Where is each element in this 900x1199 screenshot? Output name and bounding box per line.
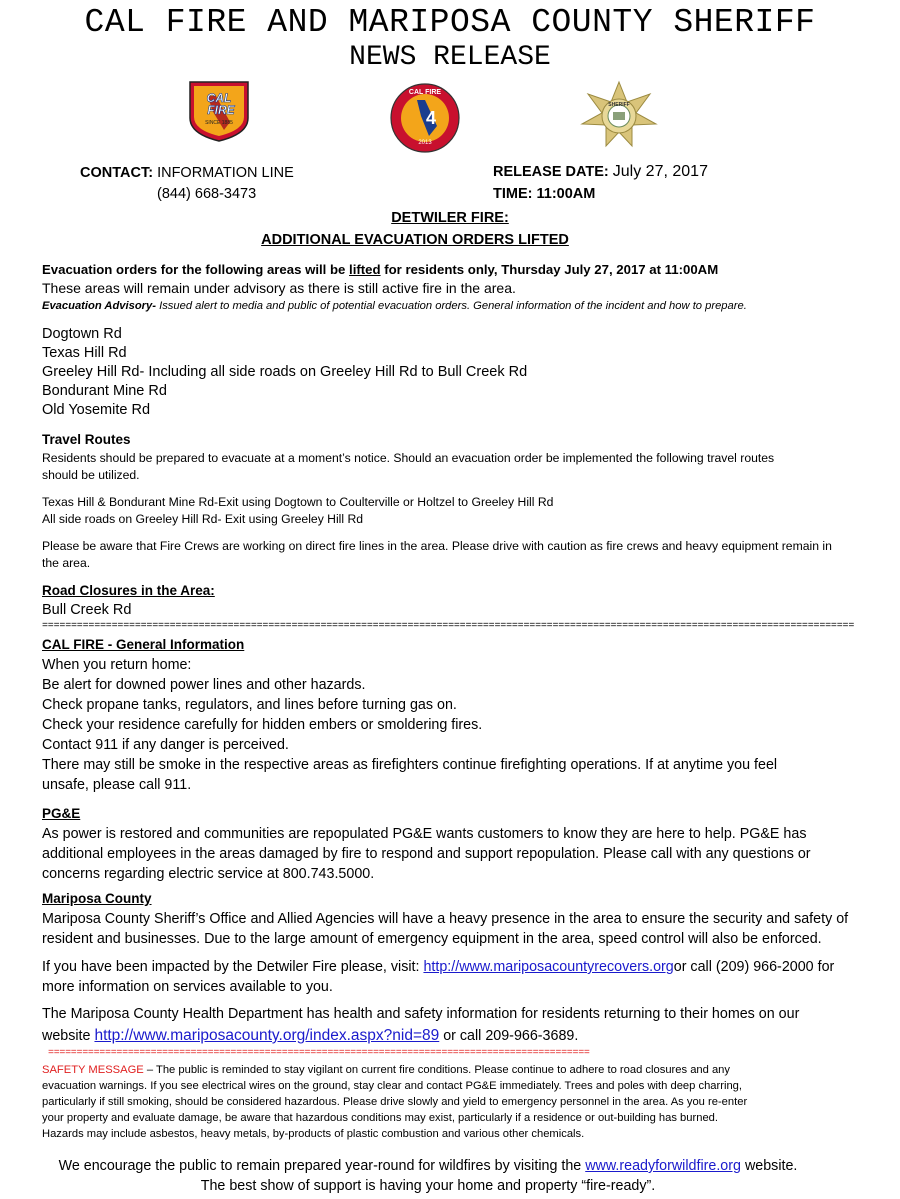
mariposa-text xyxy=(42,909,848,949)
closures-item: Bull Creek Rd xyxy=(42,602,132,618)
sheriff-badge-text: SHERIFF xyxy=(608,102,630,108)
contact-value: INFORMATION LINE xyxy=(157,165,294,181)
page-subtitle: NEWS RELEASE xyxy=(349,42,551,73)
safety-label: SAFETY MESSAGE xyxy=(42,1064,144,1076)
travel-line2: should be utilized. xyxy=(42,468,140,482)
safety-line: your property and evaluate damage, be aware that hazardous conditions may exist, particularly if a residence or out-building has burned. xyxy=(42,1112,718,1124)
unit-logo-top: CAL FIRE xyxy=(408,89,442,96)
general-line: When you return home: xyxy=(42,657,192,673)
safety-line: particularly if still smoking, should be considered hazardous. Please drive slowly and yield to emergency personnel in the area. As you re-enter xyxy=(42,1096,748,1108)
general-heading: CAL FIRE - General Information xyxy=(42,637,245,652)
safety-line: evacuation warnings. If you see electrical wires on the ground, stay clear and contact PG&E immediately. Trees and poles with deep charring, xyxy=(42,1080,742,1092)
caution-line1: Please be aware that Fire Crews are working on direct fire lines in the area. Please drive with caution as fire crews and heavy equipment remain in xyxy=(42,539,832,553)
list-item: Dogtown Rd xyxy=(42,326,122,342)
areas-list xyxy=(42,325,527,420)
contact-phone: (844) 668-3473 xyxy=(157,186,257,202)
general-info xyxy=(42,655,777,795)
unit-logo-year: 2013 xyxy=(418,140,432,146)
page-title: CAL FIRE AND MARIPOSA COUNTY SHERIFF xyxy=(84,4,816,41)
release-time: TIME: 11:00AM xyxy=(493,186,596,202)
general-line: unsafe, please call 911. xyxy=(42,777,192,793)
safety-line1: SAFETY MESSAGE – The public is reminded to stay vigilant on current fire conditions. Please continue to adhere to road closures and any xyxy=(42,1064,731,1076)
health-link[interactable]: http://www.mariposacounty.org/index.aspx?nid=89 xyxy=(94,1027,440,1044)
intro-line2: These areas will remain under advisory as there is still active fire in the area. xyxy=(42,280,516,296)
calfire-logo-text2: FIRE xyxy=(207,103,235,117)
route-1: Texas Hill & Bondurant Mine Rd-Exit using Dogtown to Coulterville or Holtzel to Greeley Hill Rd xyxy=(42,495,554,509)
general-line: Contact 911 if any danger is perceived. xyxy=(42,737,289,753)
impact-text: If you have been impacted by the Detwiler Fire please, visit: http://www.mariposacountyrecovers.orgor call (209) 966-2000 for more information on services available to you. xyxy=(42,959,835,995)
recovers-link[interactable]: http://www.mariposacountyrecovers.org xyxy=(423,959,674,975)
closures-heading: Road Closures in the Area: xyxy=(42,583,215,598)
pge-text xyxy=(42,824,811,884)
calfire-logo xyxy=(186,80,252,142)
mariposa-line: resident and businesses. Due to the large amount of emergency equipment in the area, speed control will also be enforced. xyxy=(42,931,822,947)
headline-line2: ADDITIONAL EVACUATION ORDERS LIFTED xyxy=(261,232,569,248)
route-2: All side roads on Greeley Hill Rd- Exit using Greeley Hill Rd xyxy=(42,512,364,526)
general-line: There may still be smoke in the respective areas as firefighters continue firefighting operations. If at anytime you feel xyxy=(42,757,778,773)
separator-red: =============================================================================================== xyxy=(48,1049,590,1059)
health-text: The Mariposa County Health Department has health and safety information for residents returning to their homes on our website http://www.mariposacounty.org/index.aspx?nid=89 or call 209-966-3689. xyxy=(42,1006,800,1044)
unit-logo-num: 4 xyxy=(425,108,437,128)
list-item: Bondurant Mine Rd xyxy=(42,383,167,399)
footer-line1: We encourage the public to remain prepared year-round for wildfires by visiting the www.readyforwildfire.org website. xyxy=(58,1158,798,1174)
safety-body xyxy=(42,1078,747,1142)
travel-heading: Travel Routes xyxy=(42,432,131,447)
release-date: RELEASE DATE: July 27, 2017 xyxy=(493,163,708,180)
caution-line2: the area. xyxy=(42,556,91,570)
mariposa-heading: Mariposa County xyxy=(42,891,152,906)
pge-line: additional employees in the areas damaged by fire to respond and support repopulation. Please call with any questions or xyxy=(42,846,811,862)
general-line: Be alert for downed power lines and other hazards. xyxy=(42,677,366,693)
unit-logo xyxy=(387,82,463,154)
list-item: Greeley Hill Rd- Including all side roads on Greeley Hill Rd to Bull Creek Rd xyxy=(42,364,528,380)
list-item: Texas Hill Rd xyxy=(42,345,127,361)
headline-line1: DETWILER FIRE: xyxy=(391,210,509,226)
calfire-logo-text1: CAL xyxy=(206,91,232,105)
intro-bold: Evacuation orders for the following areas will be lifted for residents only, Thursday July 27, 2017 at 11:00AM xyxy=(42,262,719,277)
mariposa-line: Mariposa County Sheriff’s Office and Allied Agencies will have a heavy presence in the area to ensure the security and safety of xyxy=(42,911,849,927)
pge-line: concerns regarding electric service at 800.743.5000. xyxy=(42,866,375,882)
advisory-line: Evacuation Advisory- Issued alert to media and public of potential evacuation orders. General information of the incident and how to prepare. xyxy=(42,300,747,312)
separator-line: ============================================================================================================================================ xyxy=(42,622,854,632)
general-line: Check propane tanks, regulators, and lines before turning gas on. xyxy=(42,697,457,713)
pge-heading: PG&E xyxy=(42,806,81,821)
travel-line1: Residents should be prepared to evacuate at a moment’s notice. Should an evacuation order be implemented the following travel routes xyxy=(42,451,775,465)
readyforwildfire-link[interactable]: www.readyforwildfire.org xyxy=(585,1158,741,1174)
sheriff-badge-logo xyxy=(574,80,664,150)
calfire-logo-text3: SINCE 1885 xyxy=(205,120,233,126)
safety-line: Hazards may include asbestos, heavy metals, by-products of plastic combustion and various other chemicals. xyxy=(42,1128,585,1140)
list-item: Old Yosemite Rd xyxy=(42,402,151,418)
footer-line2: The best show of support is having your home and property “fire-ready”. xyxy=(200,1178,656,1194)
general-line: Check your residence carefully for hidden embers or smoldering fires. xyxy=(42,717,483,733)
contact-line: CONTACT: INFORMATION LINE xyxy=(80,165,294,181)
pge-line: As power is restored and communities are repopulated PG&E wants customers to know they are here to help. PG&E has xyxy=(42,826,807,842)
